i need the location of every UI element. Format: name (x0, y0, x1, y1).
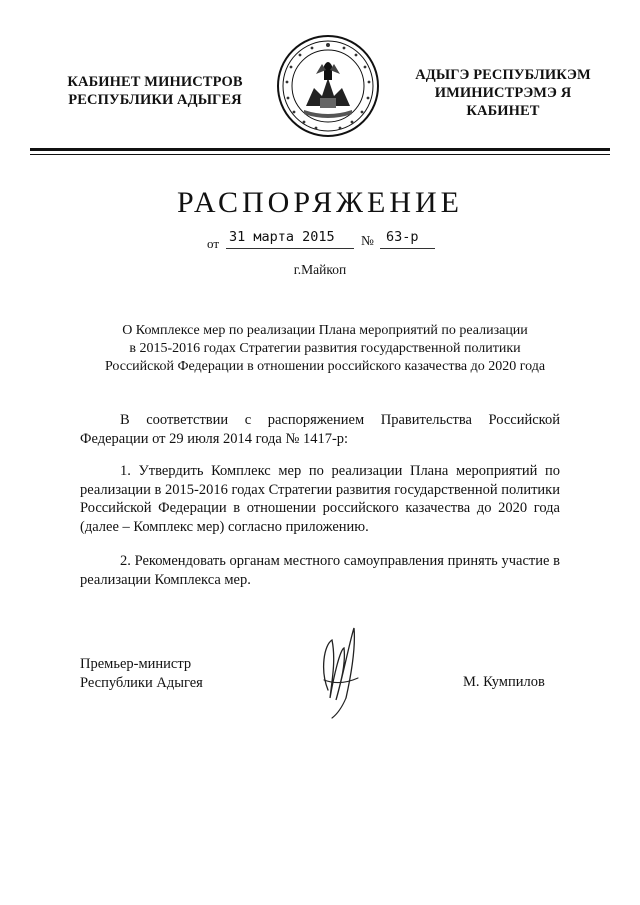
republic-emblem-icon (276, 34, 380, 138)
header-left-line-1: КАБИНЕТ МИНИСТРОВ (67, 74, 243, 90)
number-underline (380, 248, 435, 249)
header-divider-thin (30, 154, 610, 155)
document-title: РАСПОРЯЖЕНИЕ (176, 186, 464, 219)
handwritten-signature-icon (310, 620, 370, 720)
city: г.Майкоп (293, 262, 347, 277)
date-underline (226, 248, 354, 249)
signatory-name: М. Кумпилов (463, 674, 545, 690)
body-item-1: 1. Утвердить Комплекс мер по реализации Плана мероприятий по реализации в 2015-2016 годах Стратегии развития государственной политики Российской Федерации в отношении российского казачества до 2020 года (далее – Комплекс мер) согласно приложению. (80, 463, 560, 535)
subject-line-2: в 2015-2016 годах Стратегии развития государственной политики (129, 341, 521, 356)
header-left-line-2: РЕСПУБЛИКИ АДЫГЕЯ (68, 92, 242, 108)
signatory-position (80, 655, 203, 692)
header-right (398, 66, 608, 120)
date-prefix: от (207, 236, 220, 251)
number-prefix: № (361, 233, 374, 248)
subject-line-1: О Комплексе мер по реализации Плана мероприятий по реализации (122, 323, 528, 338)
body-intro-paragraph: В соответствии с распоряжением Правительства Российской Федерации от 29 июля 2014 года № 1417-р: (80, 412, 560, 447)
header-left (55, 73, 255, 109)
document-date: 31 марта 2015 (229, 229, 335, 245)
header-right-line-1: АДЫГЭ РЕСПУБЛИКЭМ (415, 67, 591, 83)
document-subject (80, 322, 570, 376)
header-divider-thick (30, 148, 610, 151)
signatory-position-line-1: Премьер-министр (80, 656, 192, 672)
header-right-line-2: ИМИНИСТРЭМЭ Я КАБИНЕТ (434, 85, 572, 119)
signatory-position-line-2: Республики Адыгея (80, 674, 203, 691)
document-number: 63-р (386, 229, 419, 245)
subject-line-3: Российской Федерации в отношении российского казачества до 2020 года (104, 359, 546, 374)
body-item-2: 2. Рекомендовать органам местного самоуправления принять участие в реализации Комплекса мер. (80, 553, 560, 588)
